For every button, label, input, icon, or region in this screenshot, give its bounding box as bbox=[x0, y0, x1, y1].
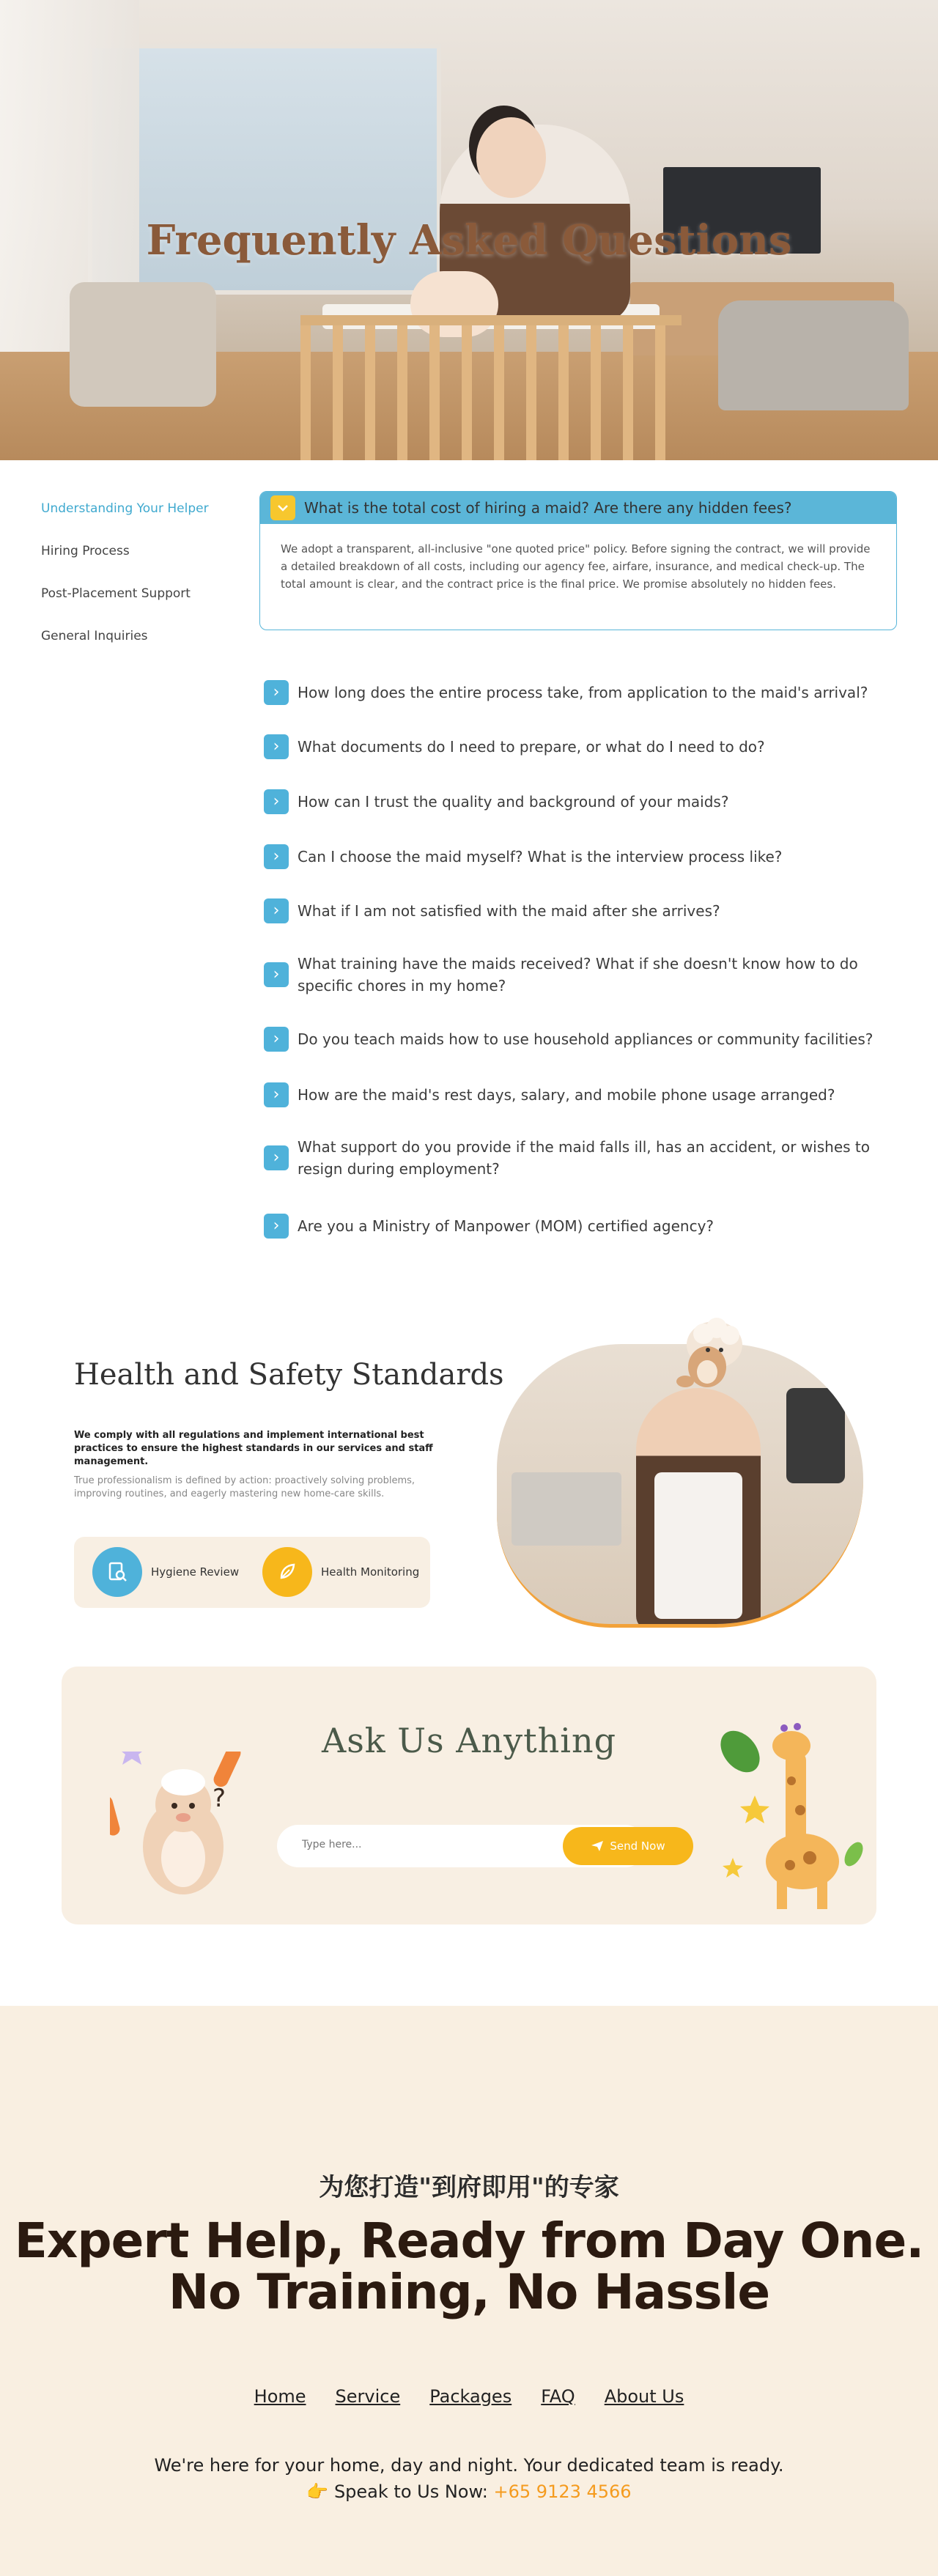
sheep-mascot-icon bbox=[660, 1312, 755, 1400]
faq-item[interactable] bbox=[264, 1214, 887, 1239]
faq-category-sidebar bbox=[41, 490, 232, 660]
faq-item[interactable] bbox=[264, 898, 887, 923]
health-safety-text: True professionalism is defined by action: proactively solving problems, improving routines, and eagerly mastering new home-care skills. bbox=[74, 1475, 416, 1499]
chevron-right-icon: › bbox=[264, 734, 289, 759]
health-safety-title: Health and Safety Standards bbox=[74, 1358, 504, 1392]
sidebar-item-understanding-your-helper[interactable]: Understanding Your Helper bbox=[41, 501, 209, 516]
question-input[interactable] bbox=[300, 1838, 523, 1851]
faq-question-text: What training have the maids received? What if she doesn't know how to do specific chores in my home? bbox=[298, 955, 858, 994]
faq-question-text: What support do you provide if the maid falls ill, has an accident, or wishes to resign during employment? bbox=[298, 1138, 870, 1178]
chevron-right-icon: › bbox=[264, 898, 289, 923]
hero-sofa-image bbox=[718, 300, 909, 410]
faq-item-open bbox=[259, 491, 897, 630]
health-monitoring-badge bbox=[262, 1547, 419, 1597]
faq-question-text: Are you a Ministry of Manpower (MOM) certified agency? bbox=[298, 1217, 714, 1235]
footer-headline-line2: No Training, No Hassle bbox=[168, 2264, 770, 2320]
hero-nanny-head-image bbox=[476, 117, 546, 198]
faq-item[interactable] bbox=[264, 844, 887, 869]
wall-gauge-image bbox=[786, 1388, 845, 1483]
faq-question-text: Can I choose the maid myself? What is the interview process like? bbox=[298, 848, 783, 866]
footer-tagline: We're here for your home, day and night. Your dedicated team is ready. bbox=[154, 2455, 784, 2476]
send-plane-icon bbox=[591, 1840, 604, 1852]
ask-us-title: Ask Us Anything bbox=[321, 1721, 617, 1760]
hygiene-review-badge bbox=[92, 1547, 239, 1597]
footer-nav bbox=[0, 2386, 938, 2407]
giraffe-mascot-icon bbox=[718, 1715, 865, 1913]
footer-nav-about-us[interactable]: About Us bbox=[604, 2386, 684, 2407]
faq-question-text: What if I am not satisfied with the maid after she arrives? bbox=[298, 902, 720, 920]
faq-question-text: What documents do I need to prepare, or what do I need to do? bbox=[298, 738, 765, 756]
footer-cn-title: 为您打造"到府即用"的专家 bbox=[319, 2173, 619, 2202]
sidebar-item-general-inquiries[interactable]: General Inquiries bbox=[41, 629, 148, 643]
faq-item[interactable] bbox=[264, 1082, 887, 1107]
send-now-label: Send Now bbox=[610, 1839, 665, 1853]
chevron-right-icon: › bbox=[264, 1214, 289, 1239]
chevron-right-icon: › bbox=[264, 844, 289, 869]
faq-item[interactable] bbox=[264, 680, 887, 705]
svg-text:?: ? bbox=[213, 1784, 226, 1813]
footer-nav-service[interactable]: Service bbox=[335, 2386, 401, 2407]
pointing-hand-icon: 👉 bbox=[306, 2481, 329, 2502]
hero-chair-image bbox=[70, 282, 216, 407]
chevron-right-icon: › bbox=[264, 680, 289, 705]
hygiene-review-label: Hygiene Review bbox=[151, 1565, 240, 1579]
chevron-right-icon: › bbox=[264, 1082, 289, 1107]
sidebar-item-post-placement-support[interactable]: Post-Placement Support bbox=[41, 586, 191, 601]
health-safety-bold-text: We comply with all regulations and implement international best practices to ensure the highest standards in our services and staff management. bbox=[74, 1430, 433, 1467]
send-now-button[interactable] bbox=[563, 1827, 693, 1865]
faq-question-open[interactable] bbox=[260, 492, 896, 524]
footer-headline-line1: Expert Help, Ready from Day One. bbox=[14, 2213, 924, 2269]
footer-nav-faq[interactable]: FAQ bbox=[541, 2386, 575, 2407]
chevron-right-icon: › bbox=[264, 789, 289, 814]
speak-label: Speak to Us Now: bbox=[333, 2481, 488, 2502]
faq-list bbox=[259, 491, 897, 630]
footer-headline bbox=[0, 2215, 938, 2318]
faq-question-text: What is the total cost of hiring a maid? Are there any hidden fees? bbox=[304, 499, 792, 517]
medical-machine-image bbox=[512, 1472, 621, 1546]
page-title: Frequently Asked Questions bbox=[146, 216, 792, 265]
chevron-right-icon: › bbox=[264, 1145, 289, 1170]
chevron-right-icon: › bbox=[264, 1027, 289, 1052]
footer-nav-home[interactable]: Home bbox=[254, 2386, 306, 2407]
faq-item[interactable] bbox=[264, 953, 887, 997]
chevron-down-icon bbox=[270, 495, 295, 520]
footer-nav-packages[interactable]: Packages bbox=[429, 2386, 512, 2407]
faq-item[interactable] bbox=[264, 734, 887, 759]
health-monitoring-label: Health Monitoring bbox=[321, 1565, 420, 1579]
faq-answer-text: We adopt a transparent, all-inclusive "one quoted price" policy. Before signing the contract, we will provide a detailed breakdown of all costs, including our agency fee, airfare, insurance, and medical check-up. The total amount is clear, and the contract price is the final price. We promise absolutely no hidden fees. bbox=[281, 542, 871, 591]
faq-question-text: How can I trust the quality and background of your maids? bbox=[298, 793, 729, 811]
footer-contact-line bbox=[0, 2481, 938, 2502]
phone-link[interactable]: +65 9123 4566 bbox=[493, 2481, 632, 2502]
leaf-icon bbox=[262, 1547, 312, 1597]
faq-question-text: How are the maid's rest days, salary, and mobile phone usage arranged? bbox=[298, 1086, 835, 1104]
document-search-icon bbox=[92, 1547, 142, 1597]
hero-crib-image bbox=[300, 315, 682, 460]
otter-chef-mascot-icon bbox=[110, 1752, 256, 1905]
faq-question-text: How long does the entire process take, from application to the maid's arrival? bbox=[298, 684, 868, 701]
nurse-apron-image bbox=[654, 1472, 742, 1619]
chevron-right-icon: › bbox=[264, 962, 289, 987]
faq-item[interactable] bbox=[264, 1136, 887, 1180]
sidebar-item-hiring-process[interactable]: Hiring Process bbox=[41, 544, 130, 558]
faq-item[interactable] bbox=[264, 789, 887, 814]
faq-item[interactable] bbox=[264, 1027, 887, 1052]
faq-question-text: Do you teach maids how to use household appliances or community facilities? bbox=[298, 1030, 874, 1048]
